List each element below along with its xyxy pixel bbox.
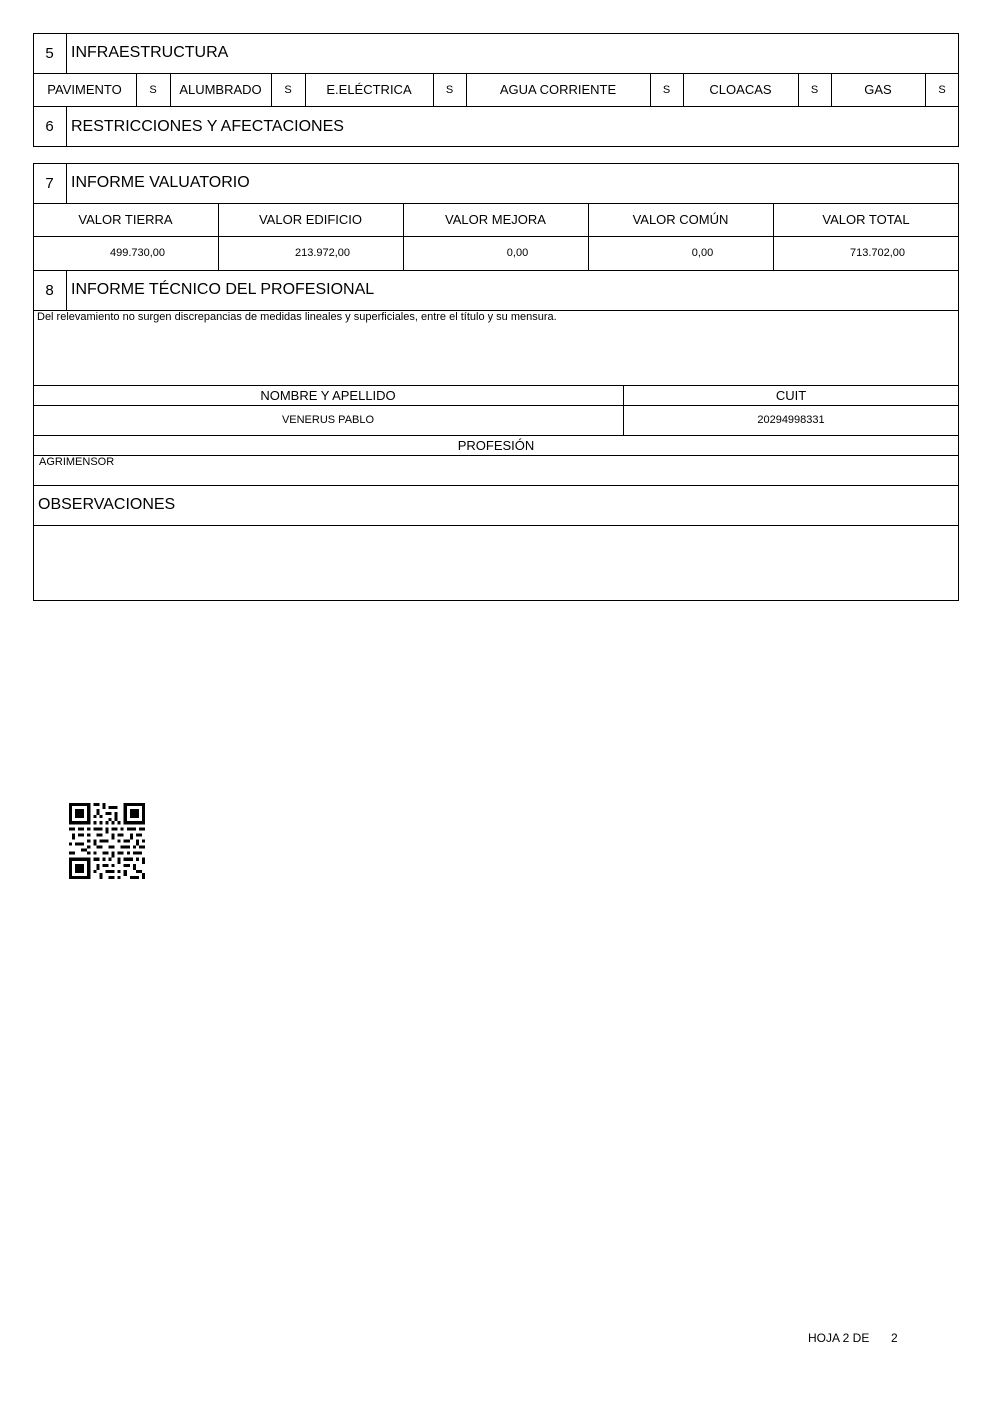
- cuit-header: CUIT: [775, 387, 807, 403]
- section-5-number: 5: [45, 44, 54, 62]
- section-6-title: RESTRICCIONES Y AFECTACIONES: [71, 117, 344, 135]
- profession-value: AGRIMENSOR: [39, 456, 115, 468]
- sheet-total: 2: [891, 1331, 898, 1345]
- header-valor-tierra: VALOR TIERRA: [78, 212, 173, 227]
- section-8-title: INFORME TÉCNICO DEL PROFESIONAL: [71, 281, 375, 298]
- sheet-label: HOJA 2 DE: [808, 1331, 870, 1345]
- infra-value-agua: S: [662, 83, 671, 96]
- observations-body: [33, 525, 959, 601]
- section-5-title: INFRAESTRUCTURA: [71, 44, 229, 61]
- infra-value-electrica: S: [445, 83, 454, 96]
- infra-label-electrica: E.ELÉCTRICA: [326, 82, 412, 97]
- cuit-value: 20294998331: [757, 414, 825, 426]
- infra-value-alumbrado: S: [284, 83, 292, 96]
- infra-label-pavimento: PAVIMENTO: [47, 82, 122, 97]
- value-valor-edificio: 213.972,00: [294, 247, 351, 259]
- infra-label-gas: GAS: [864, 82, 892, 97]
- name-header: NOMBRE Y APELLIDO: [260, 387, 396, 403]
- header-valor-mejora: VALOR MEJORA: [445, 212, 546, 227]
- header-valor-edificio: VALOR EDIFICIO: [258, 212, 363, 227]
- name-value: VENERUS PABLO: [281, 414, 375, 426]
- header-valor-total: VALOR TOTAL: [822, 212, 910, 227]
- header-valor-comun: VALOR COMÚN: [632, 212, 729, 227]
- infra-label-alumbrado: ALUMBRADO: [179, 82, 262, 97]
- value-valor-tierra: 499.730,00: [109, 247, 166, 259]
- qr-code-icon: [69, 803, 145, 879]
- section-7-number: 7: [45, 174, 54, 192]
- infra-value-cloacas: S: [810, 83, 819, 96]
- section-8-number: 8: [45, 281, 54, 299]
- section-6-number: 6: [45, 118, 54, 135]
- infra-label-agua: AGUA CORRIENTE: [499, 82, 617, 97]
- profession-header: PROFESIÓN: [457, 437, 535, 453]
- section-7-title: INFORME VALUATORIO: [71, 174, 250, 191]
- value-valor-comun: 0,00: [691, 247, 714, 259]
- value-valor-mejora: 0,00: [506, 247, 529, 259]
- value-valor-total: 713.702,00: [849, 247, 906, 259]
- observations-title: OBSERVACIONES: [38, 496, 176, 513]
- infra-value-pavimento: S: [149, 83, 157, 96]
- infra-label-cloacas: CLOACAS: [709, 82, 772, 97]
- infra-value-gas: S: [938, 83, 946, 96]
- professional-report-text: Del relevamiento no surgen discrepancias de medidas lineales y superficiales, entre el título y su mensura.: [37, 311, 557, 323]
